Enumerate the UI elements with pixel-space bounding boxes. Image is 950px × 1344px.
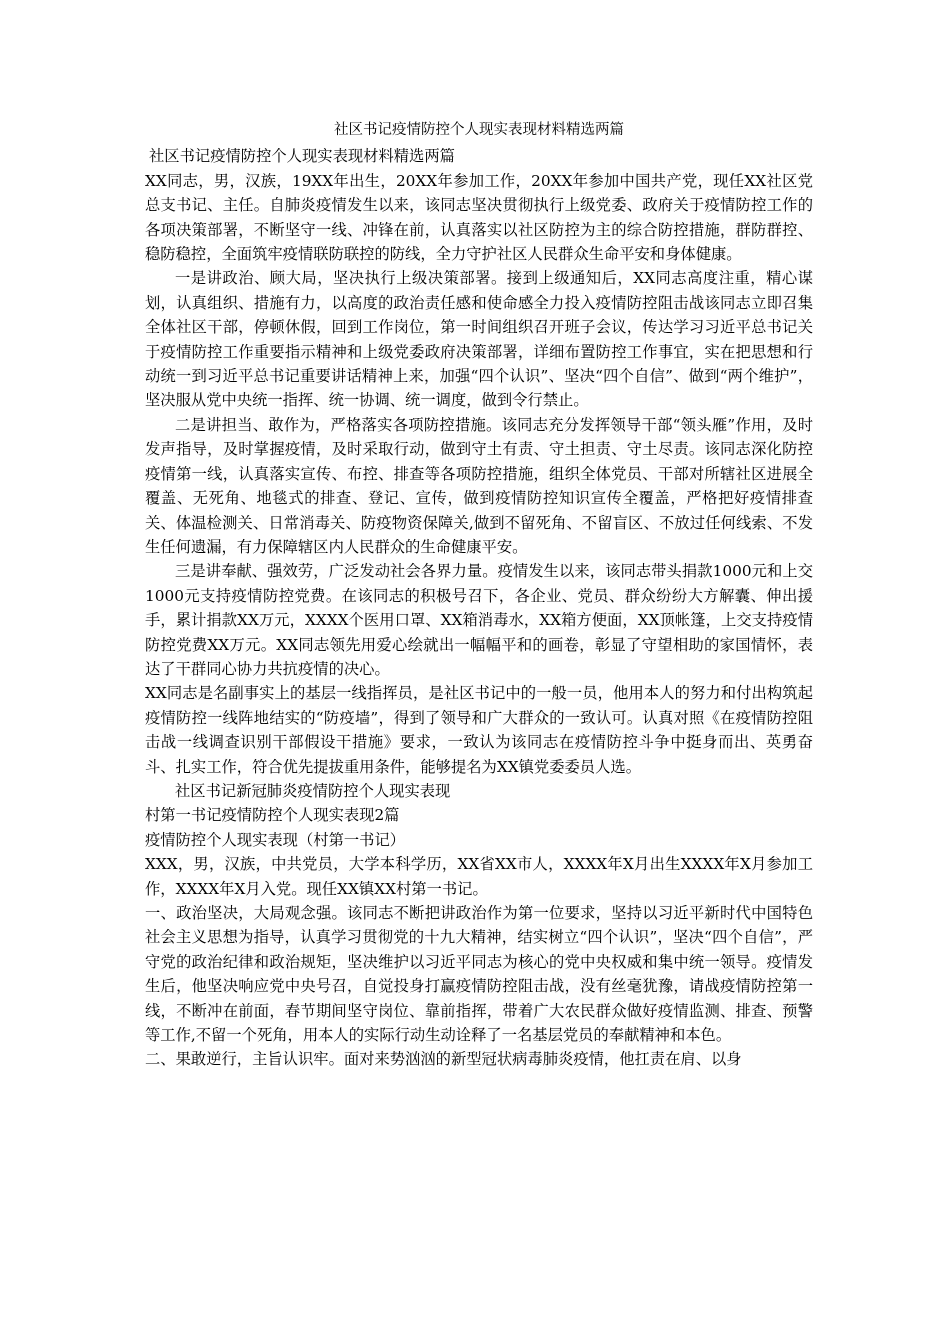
- document-title: 社区书记疫情防控个人现实表现材料精选两篇: [334, 122, 624, 138]
- paragraph-part-1: 一、政治坚决，大局观念强。该同志不断把讲政治作为第一位要求，坚持以习近平新时代中国特色社会主义思想为指导，认真学习贯彻党的十九大精神，结实树立“四个认识”，坚决“四个自信”，严守党的政治纪律和政治规矩，坚决维护以习近平同志为核心的党中央权威和集中统一领导。疫情发生后，他坚决响应党中央号召，自觉投身打赢疫情防控阻击战，没有丝毫犹豫，请战疫情防控第一线，不断冲在前面，春节期间坚守岗位、靠前指挥，带着广大农民群众做好疫情监测、排查、预警等工作,不留一个死角，用本人的实际行动生动诠释了一名基层党员的奉献精神和本色。: [145, 904, 813, 1045]
- paragraph-point-1: 一是讲政治、顾大局，坚决执行上级决策部署。接到上级通知后，XX同志高度注重，精心谋划，认真组织、措施有力，以高度的政治责任感和使命感全力投入疫情防控阻击战该同志立即召集全体社区干部，停顿休假，回到工作岗位，第一时间组织召开班子会议，传达学习习近平总书记关于疫情防控工作重要指示精神和上级党委政府决策部署，详细布置防控工作事宜，实在把思想和行动统一到习近平总书记重要讲话精神上来，加强“四个认识”、坚决“四个自信”、做到“两个维护”，坚决服从党中央统一指挥、统一协调、统一调度，做到令行禁止。: [145, 269, 813, 410]
- section-heading: 社区书记新冠肺炎疫情防控个人现实表现: [175, 781, 451, 800]
- paragraph-point-2: 二是讲担当、敢作为，严格落实各项防控措施。该同志充分发挥领导干部“领头雁”作用，及时发声指导，及时掌握疫情，及时采取行动，做到守土有责、守土担责、守土尽责。该同志深化防控疫情第一线，认真落实宣传、布控、排查等各项防控措施，组织全体党员、干部对所辖社区进展全覆盖、无死角、地毯式的排查、登记、宣传，做到疫情防控知识宣传全覆盖，严格把好疫情排查关、体温检测关、日常消毒关、防疫物资保障关,做到不留死角、不留盲区、不放过任何线索、不发生任何遗漏，有力保障辖区内人民群众的生命健康平安。: [145, 415, 813, 556]
- section-heading-2: 村第一书记疫情防控个人现实表现2篇: [145, 806, 400, 825]
- document-body: [145, 118, 813, 1072]
- paragraph-intro: XX同志，男，汉族，19XX年出生，20XX年参加工作，20XX年参加中国共产党，现任XX社区党总支书记、主任。自肺炎疫情发生以来，该同志坚决贯彻执行上级党委、政府关于疫情防控工作的各项决策部署，不断坚守一线、冲锋在前，认真落实以社区防控为主的综合防控措施，群防群控、稳防稳控，全面筑牢疫情联防联控的防线，全力守护社区人民群众生命平安和身体健康。: [145, 171, 813, 264]
- paragraph-profile: XXX，男，汉族，中共党员，大学本科学历，XX省XX市人，XXXX年X月出生XXXX年X月参加工作，XXXX年X月入党。现任XX镇XX村第一书记。: [145, 855, 813, 898]
- paragraph-point-3: 三是讲奉献、强效劳，广泛发动社会各界力量。疫情发生以来，该同志带头捐款1000元和上交1000元支持疫情防控党费。在该同志的积极号召下，各企业、党员、群众纷纷大方解囊、伸出援手，累计捐款XX万元，XXXX个医用口罩、XX箱消毒水，XX箱方便面，XX顶帐篷，上交支持疫情防控党费XX万元。XX同志领先用爱心绘就出一幅幅平和的画卷，彰显了守望相助的家国情怀，表达了干群同心协力共抗疫情的决心。: [145, 562, 813, 678]
- paragraph-conclusion: XX同志是名副事实上的基层一线指挥员，是社区书记中的一般一员，他用本人的努力和付出构筑起疫情防控一线阵地结实的“防疫墙”，得到了领导和广大群众的一致认可。认真对照《在疫情防控阻击战一线调查识别干部假设干措施》要求，一致认为该同志在疫情防控斗争中挺身而出、英勇奋斗、扎实工作，符合优先提拔重用条件，能够提名为XX镇党委委员人选。: [145, 684, 813, 776]
- section-heading-3: 疫情防控个人现实表现（村第一书记）: [145, 830, 406, 849]
- paragraph-part-2: 二、果敢逆行，主旨认识牢。面对来势汹汹的新型冠状病毒肺炎疫情，他扛责在肩、以身: [145, 1050, 742, 1069]
- document-subtitle: 社区书记疫情防控个人现实表现材料精选两篇: [149, 147, 455, 166]
